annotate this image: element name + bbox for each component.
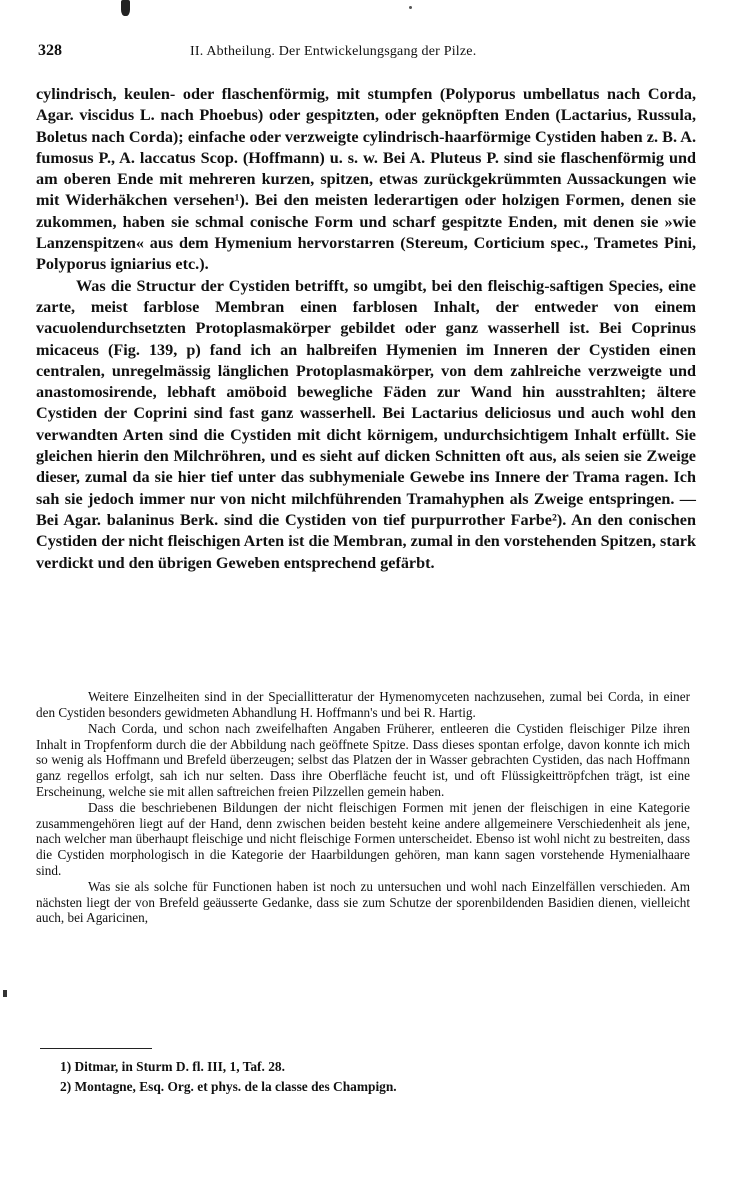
- main-paragraph: cylindrisch, keulen- oder flaschenförmig, mit stumpfen (Polyporus umbellatus nach Corda, Agar. viscidus L. nach Phoebus) oder gespitzten, oder geknöpften Enden (Lactarius, Russula, Boletus nach Corda); einfache oder verzweigte cylindrisch-haarförmige Cystiden haben z. B. A. fumosus P., A. laccatus Scop. (Hoffmann) u. s. w. Bei A. Pluteus P. sind sie flaschenförmig und am oberen Ende mit mehreren kurzen, spitzen, etwas zurückgekrümmten Aussackungen wie mit Widerhäkchen versehen¹). Bei den meisten lederartigen oder holzigen Formen, denen sie zukommen, haben sie schmal conische Form und scharf gespitzte Enden, mit denen sie »wie Lanzenspitzen« aus dem Hymenium hervorstarren (Stereum, Corticium spec., Trametes Pini, Polyporus igniarius etc.).: [36, 85, 696, 274]
- small-paragraph: Dass die beschriebenen Bildungen der nicht fleischigen Formen mit jenen der fleischigen in eine Kategorie zusammengehören liegt auf der Hand, denn zwischen beiden besteht keine andere allgemeinere Verschiedenheit als jene, nach welcher man überhaupt fleischige und nicht fleischige Formen unterscheidet. Ebenso ist wohl nicht zu bestreiten, dass die Cystiden morphologisch in die Kategorie der Haarbildungen gehören, man kann sagen vorstehende Hymenialhaare sind.: [36, 800, 690, 878]
- footnotes: [60, 1057, 680, 1097]
- ink-blot: [121, 0, 130, 16]
- small-paragraph: Nach Corda, und schon nach zweifelhaften Angaben Früherer, entleeren die Cystiden fleischiger Pilze ihren Inhalt in Tropfenform durch die der Abbildung nach geöffnete Spitze. Dass dieses spontan erfolge, davon konnte ich mich so wenig als Hoffmann und Brefeld überzeugen; selbst das Platzen der in Wasser gebrachten Cystiden, das nach Hoffmann ganz regellos erfolgt, sah ich nur selten. Dass ihre Oberfläche feucht ist, und oft Flüssigkeittröpfchen trägt, ist eine Erscheinung, welche sie mit allen saftreichen freien Pilzzellen gemein haben.: [36, 721, 690, 799]
- footnote: 1) Ditmar, in Sturm D. fl. III, 1, Taf. 28.: [60, 1059, 285, 1074]
- footnote-rule: [40, 1048, 152, 1049]
- footnote: 2) Montagne, Esq. Org. et phys. de la classe des Champign.: [60, 1079, 397, 1094]
- page-header: [38, 42, 699, 62]
- running-head: II. Abtheilung. Der Entwickelungsgang der Pilze.: [190, 44, 477, 59]
- main-text-block: [36, 84, 696, 574]
- ink-speck: [3, 990, 7, 997]
- small-paragraph: Weitere Einzelheiten sind in der Speciallitteratur der Hymenomyceten nachzusehen, zumal bei Corda, in einer den Cystiden besonders gewidmeten Abhandlung H. Hoffmann's und bei R. Hartig.: [36, 689, 690, 720]
- small-print-block: [36, 689, 690, 927]
- small-paragraph: Was sie als solche für Functionen haben ist noch zu untersuchen und wohl nach Einzelfällen verschieden. Am nächsten liegt der von Brefeld geäusserte Gedanke, dass sie zum Schutze der sporenbildenden Basidien dienen, vielleicht auch, bei Agaricinen,: [36, 879, 690, 926]
- page-number: 328: [38, 42, 62, 59]
- main-paragraph: Was die Structur der Cystiden betrifft, so umgibt, bei den fleischig-saftigen Species, eine zarte, meist farblose Membran einen farblosen Inhalt, der entweder von einem vacuolendurchsetzten Protoplasmakörper gebildet oder ganz wasserhell ist. Bei Coprinus micaceus (Fig. 139, p) fand ich an halbreifen Hymenien im Inneren der Cystiden einen centralen, unregelmässig länglichen Protoplasmakörper, von dem zahlreiche verzweigte und anastomosirende, lebhaft amöboid bewegliche Fäden zur Wand hin ausstrahlten; ältere Cystiden der Coprini sind fast ganz wasserhell. Bei Lactarius deliciosus und auch wohl den verwandten Arten sind die Cystiden mit dicht körnigem, undurchsichtigem Inhalt erfüllt. Sie gleichen hierin den Milchröhren, und es sieht auf dicken Schnitten oft aus, als seien sie Zweige dieser, zumal da sie hier tief unter das subhymeniale Gewebe ins Innere der Trama ragen. Ich sah sie jedoch immer nur von nicht milchführenden Tramahyphen als Zweige entspringen. — Bei Agar. balaninus Berk. sind die Cystiden von tief purpurrother Farbe²). An den conischen Cystiden der nicht fleischigen Arten ist die Membran, zumal in den vorstehenden Spitzen, stark verdickt und den übrigen Geweben entsprechend gefärbt.: [36, 276, 696, 572]
- ink-speck: [409, 6, 412, 9]
